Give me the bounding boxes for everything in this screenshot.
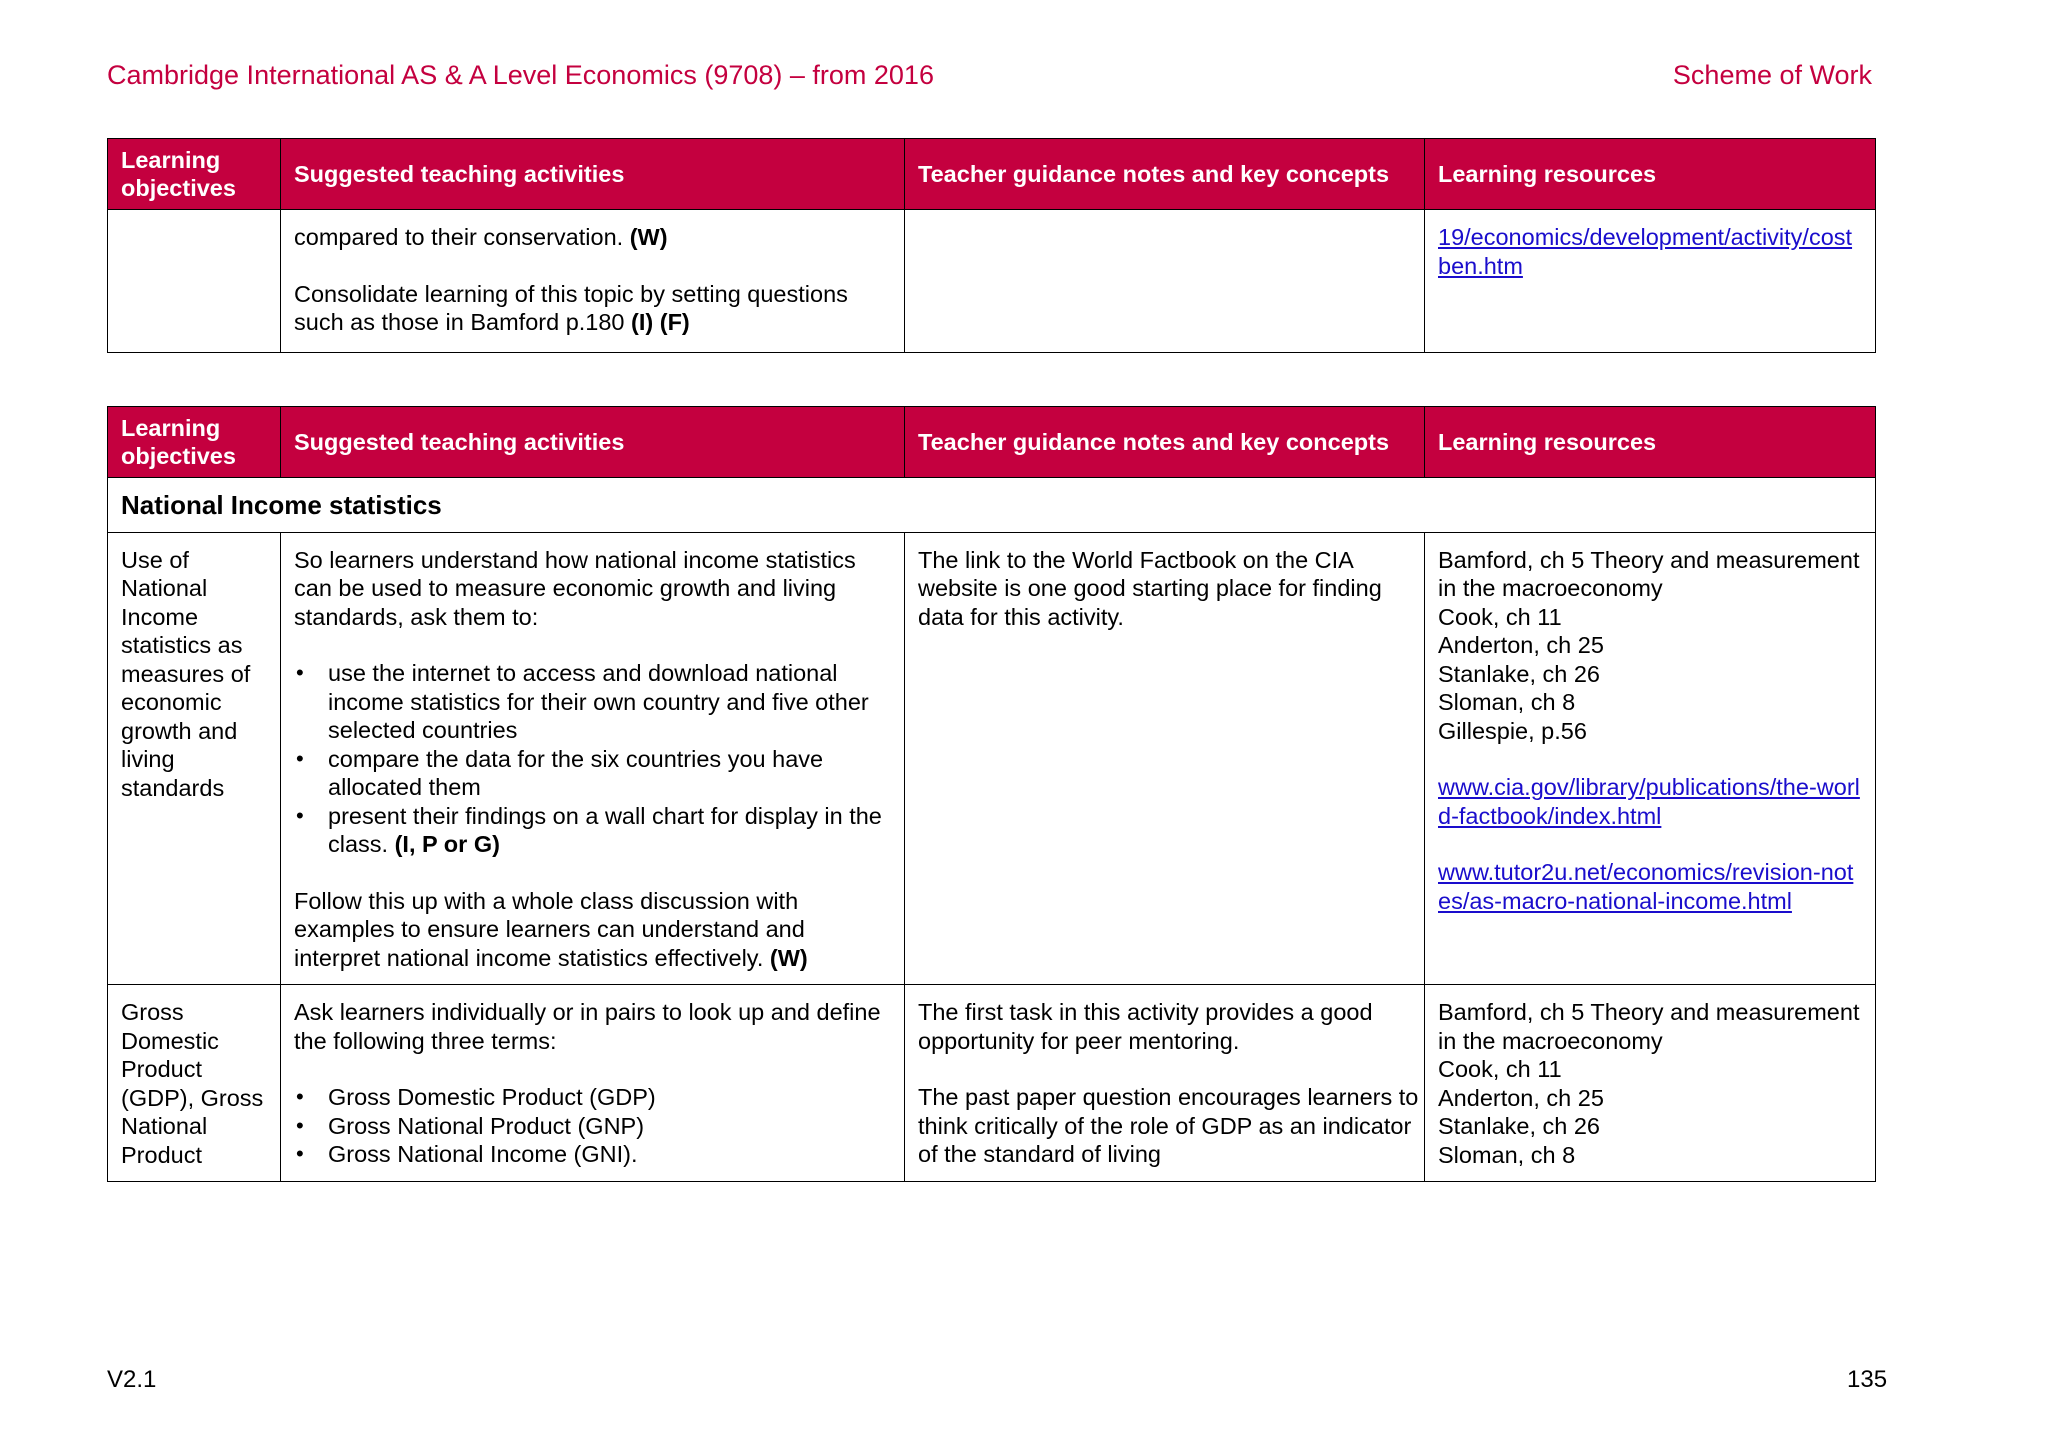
col-header-learning-objectives: Learning objectives [108, 407, 281, 478]
activity-text: compared to their conservation. [294, 224, 630, 250]
activity-cell [281, 532, 905, 985]
activity-tag: (W) [769, 944, 808, 971]
activity-tag: (I) (F) [631, 309, 690, 335]
tutor2u-link[interactable]: www.tutor2u.net/economics/revision-notes/as-macro-national-income.html [1438, 859, 1854, 914]
activity-outro: Follow this up with a whole class discussion with examples to ensure learners can understand and interpret national income statistics effectively. [294, 887, 805, 971]
table-row [108, 210, 1876, 353]
activity-cell [281, 210, 905, 353]
activity-bullet-list [294, 1083, 892, 1169]
section-title: National Income statistics [108, 478, 1876, 533]
resources-cell [1425, 210, 1876, 353]
col-header-learning-resources: Learning resources [1425, 407, 1876, 478]
resource-item: Cook, ch 11 [1438, 603, 1562, 630]
activity-tag: (W) [629, 224, 668, 250]
resource-item: Stanlake, ch 26 [1438, 660, 1600, 687]
resource-item: Bamford, ch 5 Theory and measurement in the macroeconomy [1438, 546, 1860, 601]
document-title: Cambridge International AS & A Level Economics (9708) – from 2016 [107, 60, 934, 90]
resource-list [1438, 998, 1863, 1169]
resource-link[interactable]: 19/economics/development/activity/costben.htm [1438, 224, 1853, 279]
activity-tag: (I, P or G) [394, 831, 500, 857]
objective-cell [108, 210, 281, 353]
table-row [108, 985, 1876, 1182]
col-header-learning-resources: Learning resources [1425, 139, 1876, 210]
resource-item: Sloman, ch 8 [1438, 1141, 1576, 1168]
document-type-label: Scheme of Work [1672, 60, 1872, 90]
resource-item: Stanlake, ch 26 [1438, 1113, 1600, 1139]
list-item: • use the internet to access and download national income statistics for their own country and five other selected countries [294, 659, 892, 745]
cia-factbook-link[interactable]: www.cia.gov/library/publications/the-world-factbook/index.html [1438, 774, 1860, 829]
col-header-teaching-activities: Suggested teaching activities [281, 139, 905, 210]
guidance-cell: The link to the World Factbook on the CIA website is one good starting place for finding data for this activity. [905, 532, 1425, 985]
version-label: V2.1 [107, 1366, 157, 1393]
guidance-text: The past paper question encourages learners to think critically of the role of GDP as an indicator of the standard of living [918, 1084, 1419, 1167]
list-item: • Gross Domestic Product (GDP) [294, 1083, 892, 1112]
table-header-row [108, 407, 1876, 478]
activity-intro: So learners understand how national income statistics can be used to measure economic growth and living standards, ask them to: [294, 546, 856, 630]
col-header-guidance-notes: Teacher guidance notes and key concepts [905, 139, 1425, 210]
list-item: • Gross National Product (GNP) [294, 1112, 892, 1141]
page-number: 135 [1847, 1366, 1888, 1393]
resources-cell [1425, 985, 1876, 1182]
guidance-cell [905, 985, 1425, 1182]
activity-intro: Ask learners individually or in pairs to look up and define the following three terms: [294, 999, 881, 1054]
resource-list [1438, 546, 1863, 746]
table-header-row [108, 139, 1876, 210]
activity-text: Consolidate learning of this topic by setting questions such as those in Bamford p.180 [294, 280, 848, 335]
list-item: • Gross National Income (GNI). [294, 1140, 892, 1169]
list-item-text: present their findings on a wall chart for display in the class. [328, 802, 882, 857]
resource-item: Cook, ch 11 [1438, 1056, 1562, 1082]
list-item: • compare the data for the six countries you have allocated them [294, 745, 892, 802]
objective-cell: Gross Domestic Product (GDP), Gross National Product [108, 985, 281, 1182]
resource-item: Sloman, ch 8 [1438, 689, 1576, 715]
col-header-learning-objectives: Learning objectives [108, 139, 281, 210]
col-header-guidance-notes: Teacher guidance notes and key concepts [905, 407, 1425, 478]
guidance-cell [905, 210, 1425, 353]
guidance-text: The first task in this activity provides a good opportunity for peer mentoring. [918, 999, 1373, 1054]
activity-bullet-list [294, 659, 892, 859]
objective-cell: Use of National Income statistics as measures of economic growth and living standards [108, 532, 281, 985]
table-row [108, 532, 1876, 985]
scheme-table-national-income [107, 406, 1876, 1182]
list-item [294, 802, 892, 859]
resource-item: Gillespie, p.56 [1438, 717, 1587, 744]
resource-item: Bamford, ch 5 Theory and measurement in the macroeconomy [1438, 999, 1860, 1054]
resources-cell [1425, 532, 1876, 985]
activity-cell [281, 985, 905, 1182]
scheme-table-continued [107, 138, 1876, 353]
resource-item: Anderton, ch 25 [1438, 1084, 1604, 1111]
section-row [108, 478, 1876, 533]
resource-item: Anderton, ch 25 [1438, 632, 1604, 658]
col-header-teaching-activities: Suggested teaching activities [281, 407, 905, 478]
